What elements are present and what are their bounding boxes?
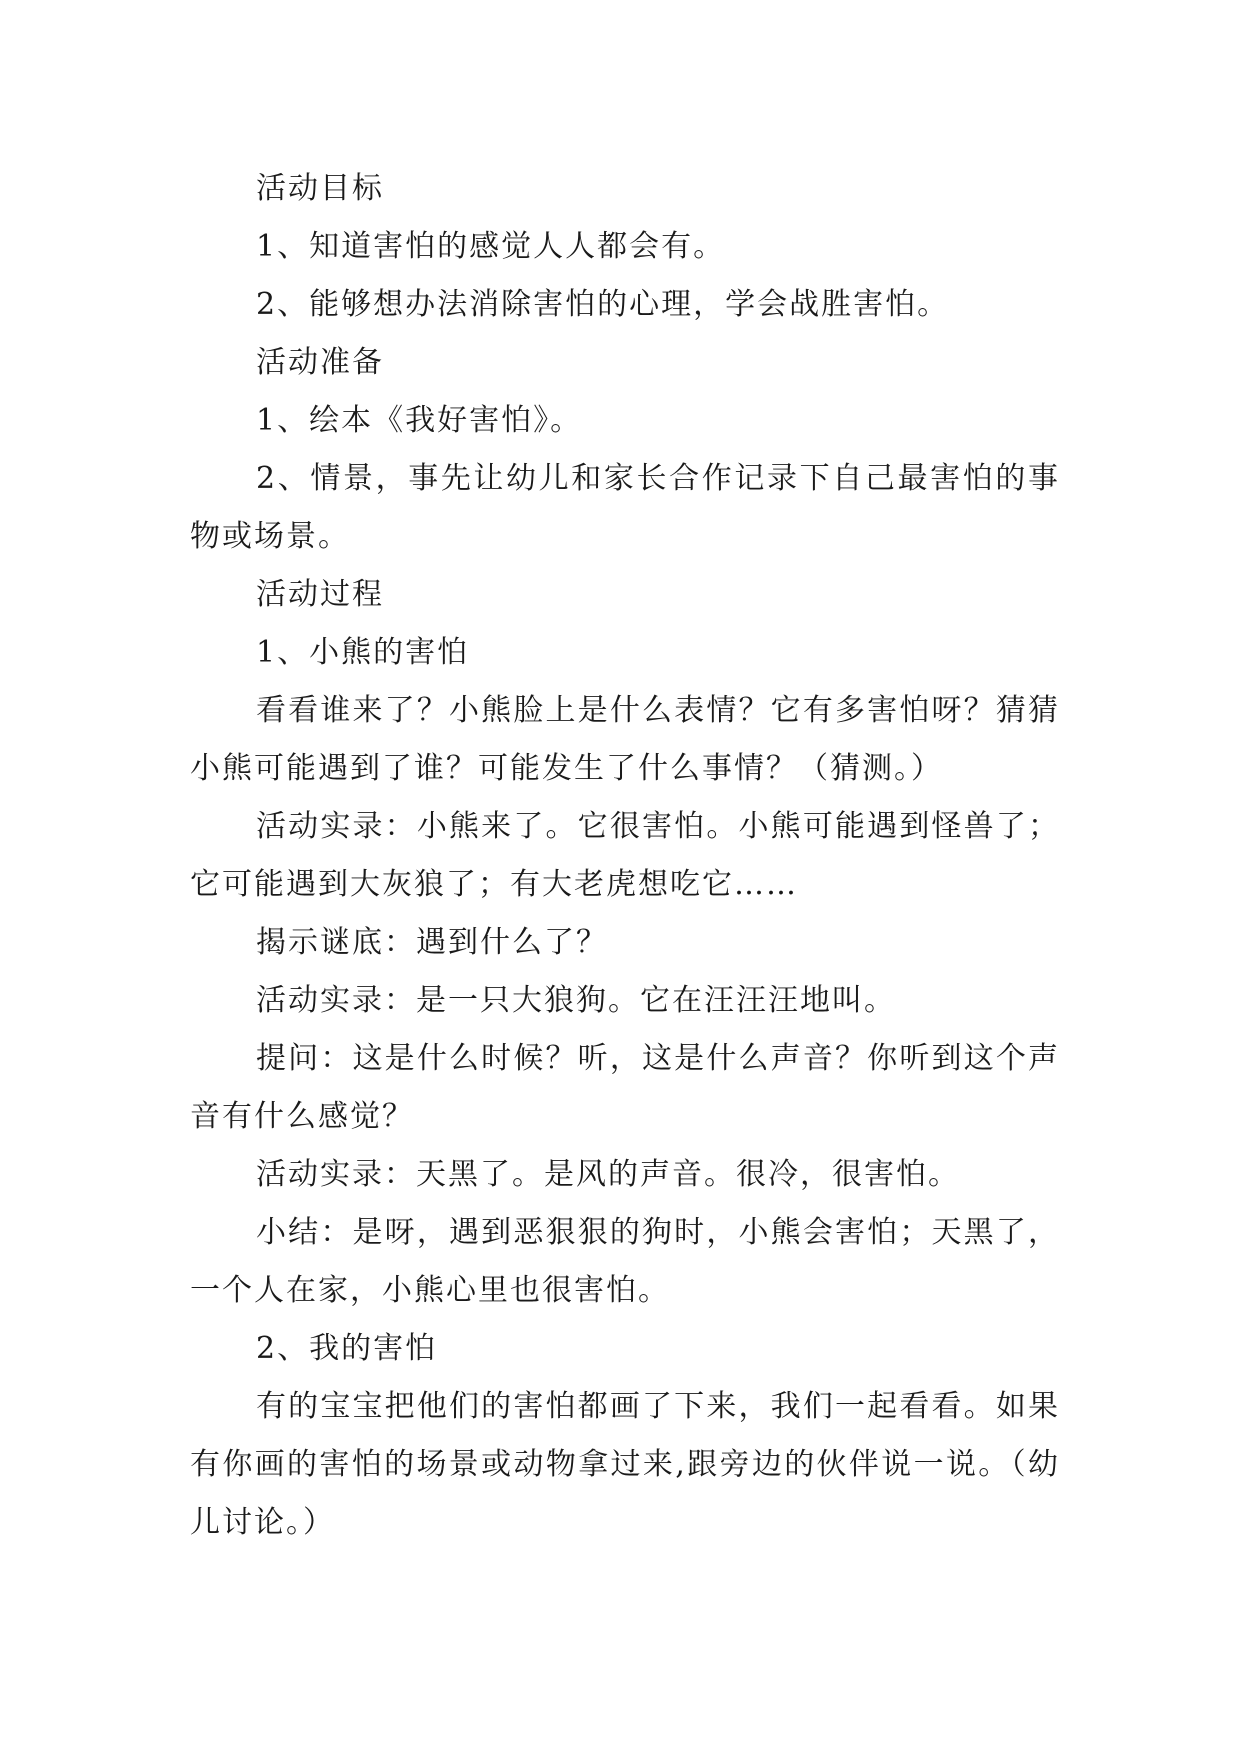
heading-activity-process: 活动过程 (256, 577, 384, 612)
activity-record-3: 活动实录：天黑了。是风的声音。很冷，很害怕。 (256, 1157, 960, 1192)
process-step-1-title: 1、小熊的害怕 (256, 635, 470, 670)
activity-record-1: 活动实录：小熊来了。它很害怕。小熊可能遇到怪兽了；它可能遇到大灰狼了；有大老虎想吃它…… (190, 809, 1060, 902)
summary-paragraph: 小结：是呀，遇到恶狠狠的狗时，小熊会害怕；天黑了，一个人在家，小熊心里也很害怕。 (190, 1215, 1060, 1308)
question-paragraph: 提问：这是什么时候？听，这是什么声音？你听到这个声音有什么感觉？ (190, 1041, 1060, 1134)
reveal-answer: 揭示谜底：遇到什么了？ (256, 925, 608, 960)
activity-record-2: 活动实录：是一只大狼狗。它在汪汪汪地叫。 (256, 983, 896, 1018)
document-body (190, 160, 1060, 1552)
preparation-item-1: 1、绘本《我好害怕》。 (256, 403, 583, 438)
preparation-item-2: 2、情景，事先让幼儿和家长合作记录下自己最害怕的事物或场景。 (190, 461, 1060, 554)
process-step-2-body: 有的宝宝把他们的害怕都画了下来，我们一起看看。如果有你画的害怕的场景或动物拿过来,跟旁边的伙伴说一说。（幼儿讨论。） (190, 1389, 1060, 1540)
process-step-1-questions: 看看谁来了？小熊脸上是什么表情？它有多害怕呀？猜猜小熊可能遇到了谁？可能发生了什么事情？（猜测。） (190, 693, 1060, 786)
goal-item-1: 1、知道害怕的感觉人人都会有。 (256, 229, 726, 264)
heading-activity-preparation: 活动准备 (256, 345, 384, 380)
process-step-2-title: 2、我的害怕 (256, 1331, 438, 1366)
heading-activity-goals: 活动目标 (256, 171, 384, 206)
goal-item-2: 2、能够想办法消除害怕的心理，学会战胜害怕。 (256, 287, 950, 322)
